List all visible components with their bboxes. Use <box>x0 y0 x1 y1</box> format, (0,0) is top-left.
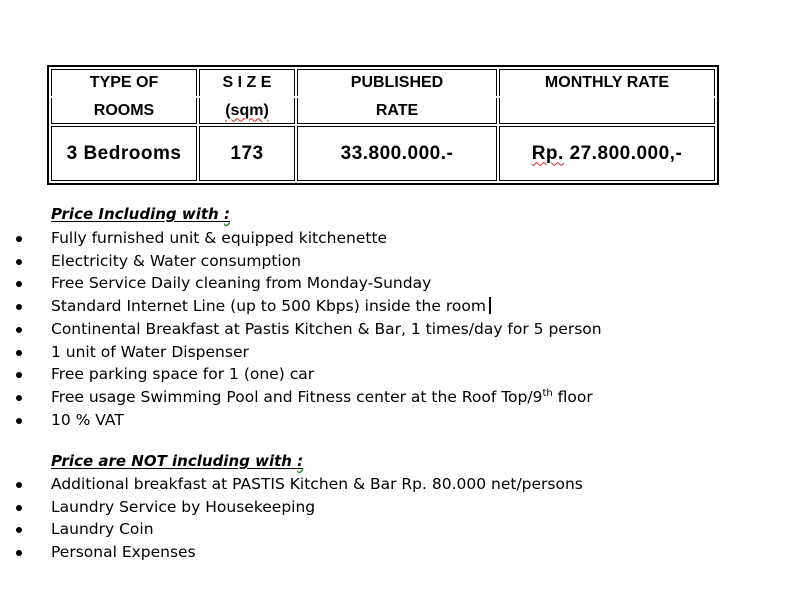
cell-room-type: 3 Bedrooms <box>51 126 197 181</box>
cell-published-rate: 33.800.000.- <box>297 126 497 181</box>
list-item: Electricity & Water consumption <box>0 250 602 273</box>
table-header-row <box>51 69 715 96</box>
excluded-title-text: Price are NOT including with <box>51 452 292 470</box>
cell-monthly-rate <box>499 126 715 181</box>
ordinal-suffix: th <box>542 387 553 399</box>
list-item-tail: floor <box>552 387 593 406</box>
included-title-colon: : <box>223 205 230 223</box>
list-item: Free Service Daily cleaning from Monday-Sunday <box>0 272 602 295</box>
list-item: Fully furnished unit & equipped kitchenette <box>0 227 602 250</box>
text-cursor <box>489 297 491 314</box>
header-cell-rooms: ROOMS <box>51 98 197 125</box>
list-item: Laundry Service by Housekeeping <box>0 496 583 519</box>
list-item <box>0 295 602 318</box>
header-cell-type: TYPE OF <box>51 69 197 96</box>
excluded-list <box>0 473 583 564</box>
table-row <box>51 126 715 181</box>
monthly-rate-value: 27.800.000,- <box>569 142 683 164</box>
list-item: Personal Expenses <box>0 541 583 564</box>
list-item <box>0 386 602 409</box>
header-cell-rate: RATE <box>297 98 497 125</box>
excluded-title <box>51 452 303 470</box>
header-cell-sqm <box>199 98 295 125</box>
table-header-row <box>51 98 715 125</box>
header-cell-empty <box>499 98 715 125</box>
included-title <box>51 205 230 223</box>
list-item: Additional breakfast at PASTIS Kitchen & Bar Rp. 80.000 net/persons <box>0 473 583 496</box>
sqm-label: (sqm) <box>225 101 269 119</box>
cell-size: 173 <box>199 126 295 181</box>
list-item: Free parking space for 1 (one) car <box>0 363 602 386</box>
list-item-text: Standard Internet Line (up to 500 Kbps) inside the room <box>51 297 486 316</box>
currency-label: Rp. <box>531 142 564 164</box>
excluded-title-colon: : <box>297 452 304 470</box>
header-cell-monthly: MONTHLY RATE <box>499 69 715 96</box>
header-cell-published: PUBLISHED <box>297 69 497 96</box>
list-item-text: Free usage Swimming Pool and Fitness center at the Roof Top/9 <box>51 387 543 406</box>
included-title-text: Price Including with <box>51 205 219 223</box>
header-cell-size: S I Z E <box>199 69 295 96</box>
list-item: Continental Breakfast at Pastis Kitchen & Bar, 1 times/day for 5 person <box>0 318 602 341</box>
list-item: 1 unit of Water Dispenser <box>0 341 602 364</box>
list-item: 10 % VAT <box>0 409 602 432</box>
included-list <box>0 227 602 431</box>
list-item: Laundry Coin <box>0 518 583 541</box>
rate-table <box>47 65 719 185</box>
